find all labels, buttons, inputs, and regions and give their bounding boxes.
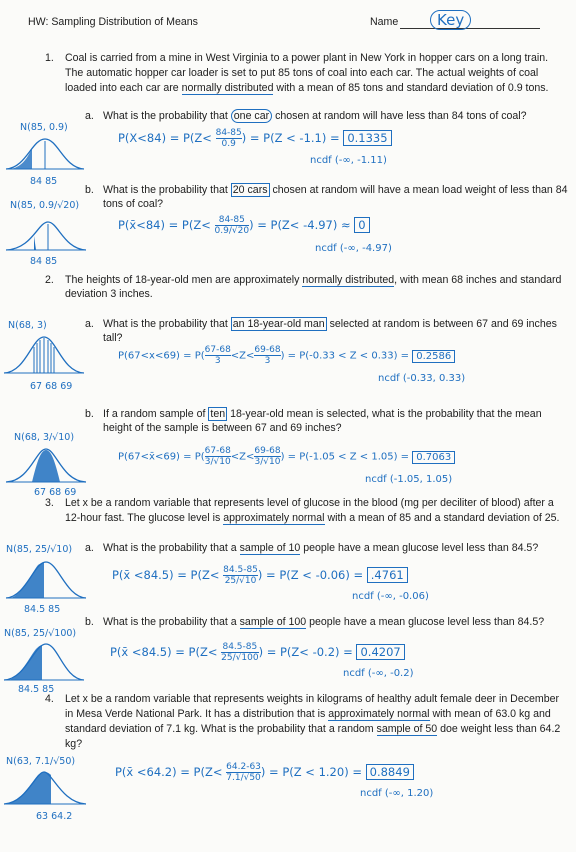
q1b-boxed-term: 20 cars: [232, 184, 268, 196]
name-value-key: Key: [430, 10, 471, 30]
q2a-normal-curve-sketch: [4, 333, 84, 377]
q3-text-line1: Let x be a random variable that represents level of glucose in the blood (mg per deciliter of blood) after a: [65, 497, 554, 509]
q1b-sketch-label: N(85, 0.9/√20): [10, 200, 80, 211]
q1a-sketch-label: N(85, 0.9): [20, 122, 68, 133]
q3a-answer: .4761: [367, 567, 408, 583]
q1-number: 1.: [45, 52, 54, 64]
q2a-boxed-term: an 18-year-old man: [232, 318, 325, 330]
q3a-sketch-label: N(85, 25/√10): [6, 544, 73, 555]
q4-text-line2: in Mesa Verde National Park. It has a distribution that is approximately normal with mean of 63.0 kg and: [65, 708, 551, 720]
q2a-question-line2: tall?: [103, 332, 123, 344]
name-line: [400, 28, 540, 29]
q3-number: 3.: [45, 497, 54, 509]
q3b-ncdf: ncdf (-∞, -0.2): [343, 668, 414, 679]
q4-axis-label: 63 64.2: [36, 811, 73, 822]
q1b-ncdf: ncdf (-∞, -4.97): [315, 243, 392, 254]
q1a-letter: a.: [85, 110, 94, 122]
q2b-boxed-term: ten: [210, 408, 226, 420]
q2b-answer: 0.7063: [412, 451, 455, 464]
q2-text-line2: deviation 3 inches.: [65, 288, 153, 300]
q4-number: 4.: [45, 693, 54, 705]
q3a-ncdf: ncdf (-∞, -0.06): [352, 591, 429, 602]
q1-text-line3: loaded into each car are normally distributed with a mean of 85 tons and standard deviation of 0.9 tons.: [65, 82, 549, 94]
q2b-letter: b.: [85, 408, 94, 420]
q2a-axis-label: 67 68 69: [30, 381, 73, 392]
q1-underline-normal: normally distributed: [181, 82, 274, 94]
worksheet-title: HW: Sampling Distribution of Means: [28, 16, 198, 28]
q1b-question: What is the probability that 20 cars chosen at random will have a mean load weight of less than 84: [103, 184, 568, 196]
q4-sketch-label: N(63, 7.1/√50): [6, 756, 76, 767]
q3b-normal-curve-sketch: [4, 640, 84, 684]
q2b-ncdf: ncdf (-1.05, 1.05): [365, 474, 453, 485]
q3-text-line2: 12-hour fast. The glucose level is approximately normal with a mean of 85 and a standard deviation of 25.: [65, 512, 560, 524]
q1b-axis-label: 84 85: [30, 256, 58, 267]
q1a-normal-curve-sketch: [6, 135, 84, 173]
q2a-sketch-label: N(68, 3): [8, 320, 47, 331]
q2b-sketch-label: N(68, 3/√10): [14, 432, 75, 443]
q1b-question-line2: tons of coal?: [103, 198, 164, 210]
q4-underline-normal: approximately normal: [328, 708, 430, 720]
q2b-normal-curve-sketch: [6, 446, 86, 486]
q1b-work: P(x̄<84) = P(Z< $\frac{84-85}{0.9/√20}$ ) = P(Z< -4.97) ≈ 0: [118, 215, 370, 236]
q3b-question: What is the probability that a sample of 100 people have a mean glucose level less than 84.5?: [103, 616, 545, 628]
q1a-axis-label: 84 85: [30, 176, 58, 187]
q1a-ncdf: ncdf (-∞, -1.11): [310, 155, 387, 166]
q3b-letter: b.: [85, 616, 94, 628]
q3a-letter: a.: [85, 542, 94, 554]
q3a-underlined-term: sample of 10: [239, 542, 301, 554]
q1b-normal-curve-sketch: [6, 218, 86, 254]
q3b-axis-label: 84.5 85: [18, 684, 55, 695]
q4-work: P(x̄ <64.2) = P(Z< $\frac{64.2-63}{7.1/√50}$ ) = P(Z < 1.20) = 0.8849: [115, 762, 414, 783]
q3a-normal-curve-sketch: [6, 558, 86, 602]
name-label: Name: [370, 16, 399, 28]
q2b-question: If a random sample of ten 18-year-old mean is selected, what is the probability that the mean: [103, 408, 542, 420]
q4-normal-curve-sketch: [4, 768, 86, 808]
q3b-answer: 0.4207: [356, 644, 404, 660]
q3b-underlined-term: sample of 100: [239, 616, 307, 628]
q4-ncdf: ncdf (-∞, 1.20): [360, 788, 434, 799]
q2a-ncdf: ncdf (-0.33, 0.33): [378, 373, 466, 384]
q3a-work: P(x̄ <84.5) = P(Z< $\frac{84.5-85}{25/√10}$ ) = P(Z < -0.06) = .4761: [112, 565, 408, 586]
q1a-work: P(X<84) = P(Z< $\frac{84-85}{0.9}$ ) = P(Z < -1.1) = 0.1335: [118, 128, 392, 149]
q3a-axis-label: 84.5 85: [24, 604, 61, 615]
q1a-answer: 0.1335: [343, 130, 391, 146]
q1a-circled-term: one car: [231, 109, 272, 123]
q4-text-line3: standard deviation of 7.1 kg. What is the probability that a random sample of 50 doe weight less than 64.2: [65, 723, 561, 735]
q1a-question: What is the probability that one car chosen at random will have less than 84 tons of coal?: [103, 110, 527, 122]
q2a-letter: a.: [85, 318, 94, 330]
q3a-question: What is the probability that a sample of 10 people have a mean glucose level less than 84.5?: [103, 542, 539, 554]
q2a-question: What is the probability that an 18-year-old man selected at random is between 67 and 69 inches: [103, 318, 557, 330]
q2a-work: P(67<x<69) = P( $\frac{67-68}{3}$ <Z< $\frac{69-68}{3}$ ) = P(-0.33 < Z < 0.33) = 0.2586: [118, 345, 455, 366]
q3-underline-normal: approximately normal: [223, 512, 325, 524]
q3b-sketch-label: N(85, 25/√100): [4, 628, 77, 639]
q4-answer: 0.8849: [366, 764, 414, 780]
q4-text-line1: Let x be a random variable that represents weights in kilograms of healthy adult female deer in December: [65, 693, 560, 705]
q2a-answer: 0.2586: [412, 350, 455, 363]
q2b-work: P(67<x̄<69) = P( $\frac{67-68}{3/√10}$ <Z< $\frac{69-68}{3/√10}$ ) = P(-1.05 < Z < 1.05) = 0.7063: [118, 446, 455, 467]
q1b-letter: b.: [85, 184, 94, 196]
q2b-question-line2: height of the sample is between 67 and 69 inches?: [103, 422, 342, 434]
q2-number: 2.: [45, 274, 54, 286]
q1-text-line2: The automatic hopper car loader is set to put 85 tons of coal into each car. The actual weights of coal: [65, 67, 539, 79]
q2-text-line1: The heights of 18-year-old men are approximately normally distributed, with mean 68 inches and standard: [65, 274, 562, 286]
q4-underlined-term: sample of 50: [376, 723, 438, 735]
q2-underline-normal: normally distributed: [302, 274, 395, 286]
q1b-answer: 0: [354, 217, 369, 233]
q4-text-line4: kg?: [65, 738, 83, 750]
q3b-work: P(x̄ <84.5) = P(Z< $\frac{84.5-85}{25/√100}$ ) = P(Z< -0.2) = 0.4207: [110, 642, 405, 663]
q1-text-line1: Coal is carried from a mine in West Virginia to a power plant in New York in hopper cars on a long train.: [65, 52, 549, 64]
q2b-axis-label: 67 68 69: [34, 487, 77, 498]
